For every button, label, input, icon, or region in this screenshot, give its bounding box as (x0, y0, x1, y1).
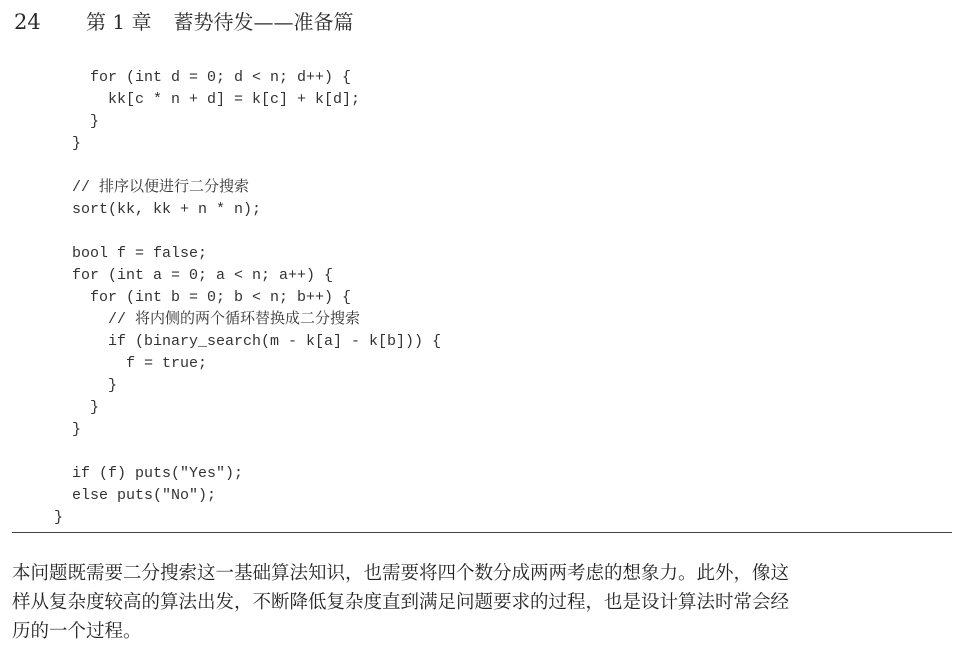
code-comment: // 将内侧的两个循环替换成二分搜索 (36, 311, 361, 328)
code-line: bool f = false; (36, 245, 208, 262)
code-line: } (36, 399, 100, 416)
code-line: } (36, 421, 82, 438)
code-line: } (36, 509, 64, 526)
code-line: f = true; (36, 355, 208, 372)
code-line (36, 221, 441, 243)
page-header (14, 6, 353, 35)
chapter-title: 蓄势待发——准备篇 (173, 10, 354, 34)
code-line: } (36, 377, 118, 394)
code-line: } (36, 113, 100, 130)
code-line: for (int b = 0; b < n; b++) { (36, 289, 352, 306)
code-line (36, 441, 441, 463)
code-comment: // 排序以便进行二分搜索 (36, 179, 250, 196)
code-line (36, 155, 441, 177)
chapter-label: 第 1 章 (86, 10, 152, 34)
paragraph-line: 历的一个过程。 (12, 621, 142, 642)
code-line: if (f) puts("Yes"); (36, 465, 244, 482)
code-line: kk[c * n + d] = k[c] + k[d]; (36, 91, 361, 108)
paragraph-line: 样从复杂度较高的算法出发，不断降低复杂度直到满足问题要求的过程，也是设计算法时常会经 (12, 592, 790, 613)
code-line: for (int a = 0; a < n; a++) { (36, 267, 334, 284)
code-line: else puts("No"); (36, 487, 217, 504)
section-divider (12, 532, 952, 533)
summary-paragraph (12, 559, 957, 646)
code-line: if (binary_search(m - k[a] - k[b])) { (36, 333, 442, 350)
code-block (36, 67, 441, 529)
code-line: for (int d = 0; d < n; d++) { (36, 69, 352, 86)
code-line: } (36, 135, 82, 152)
page-number: 24 (14, 10, 41, 34)
paragraph-line: 本问题既需要二分搜索这一基础算法知识，也需要将四个数分成两两考虑的想象力。此外，像这 (12, 563, 790, 584)
code-line: sort(kk, kk + n * n); (36, 201, 262, 218)
